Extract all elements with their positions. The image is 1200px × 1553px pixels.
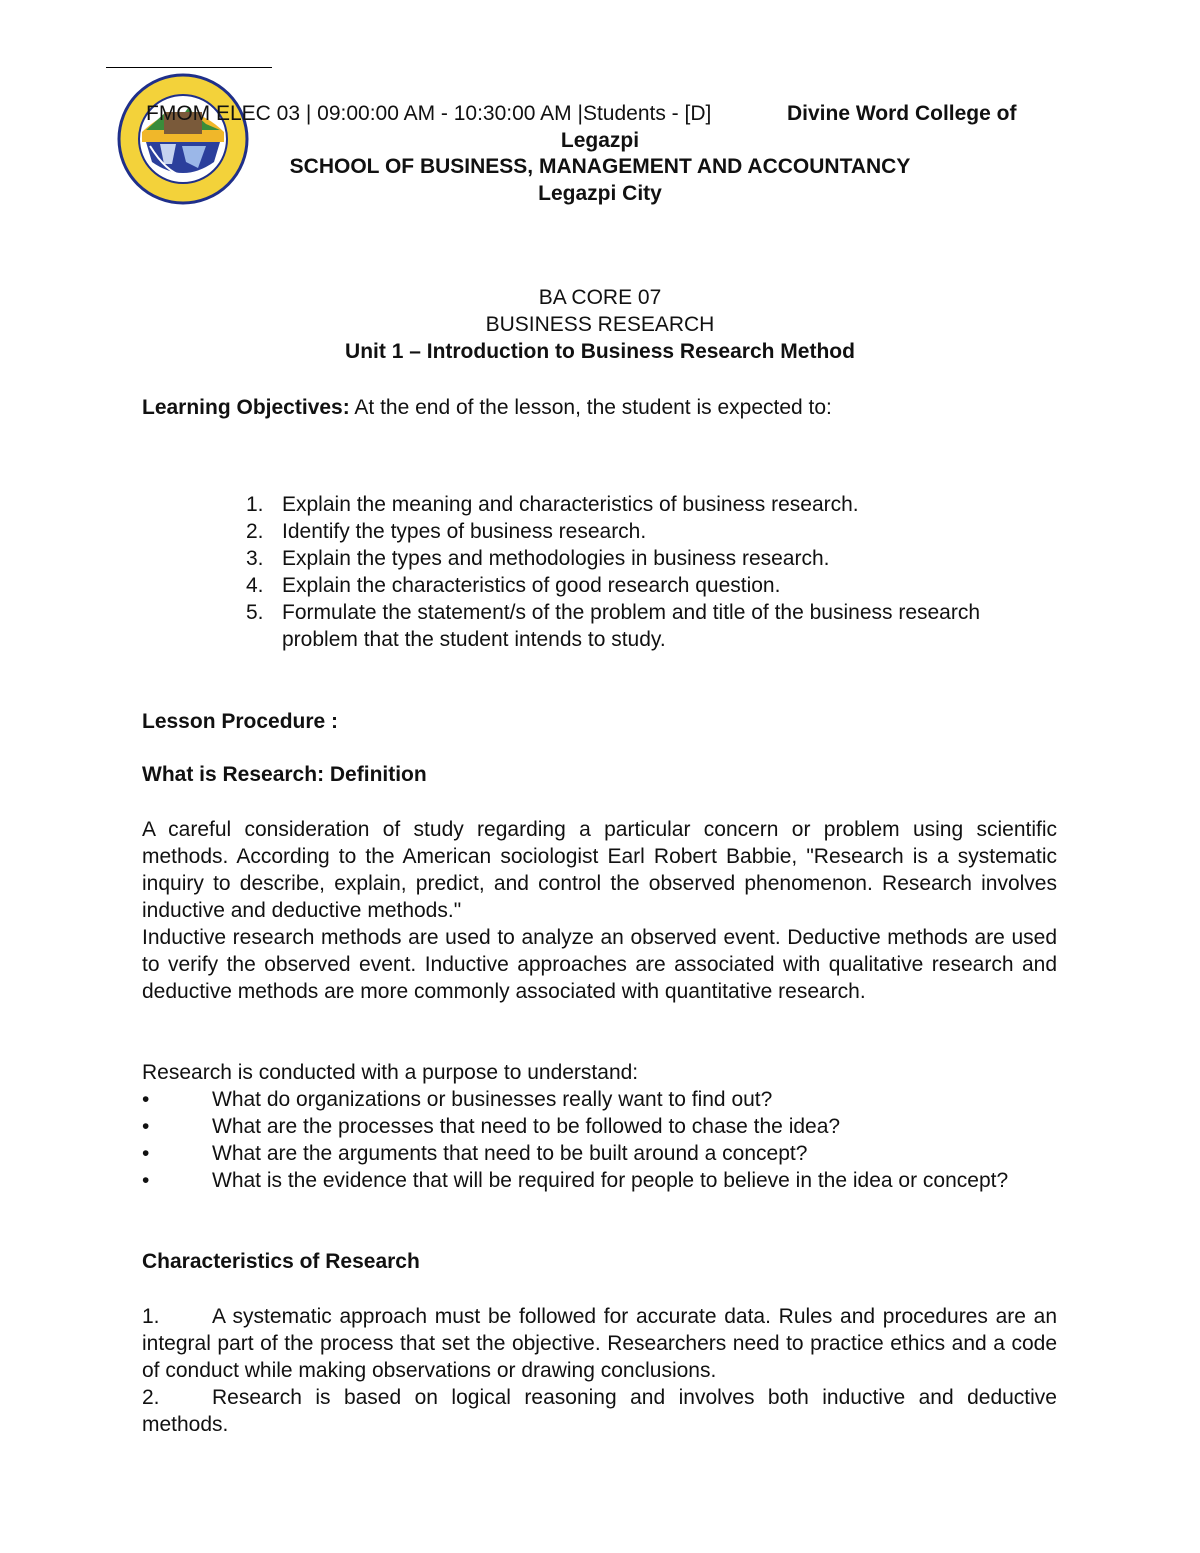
- school-name: SCHOOL OF BUSINESS, MANAGEMENT AND ACCOUNTANCY: [289, 155, 911, 178]
- list-item: 1. A systematic approach must be followed for accurate data. Rules and procedures are an integral part of the process that set the objective. Researchers need to practice ethics and a code of conduct while making observations or drawing conclusions.: [142, 1305, 1057, 1382]
- unit-title: Unit 1 – Introduction to Business Research Method: [345, 340, 855, 363]
- list-item: • What are the processes that need to be followed to chase the idea?: [142, 1115, 841, 1138]
- learning-objectives-intro: [142, 394, 1057, 421]
- list-item: 2. Identify the types of business research.: [246, 520, 647, 543]
- college-name-line2: Legazpi: [560, 129, 640, 152]
- course-schedule-line: FMOM ELEC 03 | 09:00:00 AM - 10:30:00 AM |Students - [D]: [146, 102, 712, 125]
- objectives-list: [246, 491, 986, 653]
- list-item: 5. Formulate the statement/s of the problem and title of the business research problem that the student intends to study.: [246, 601, 981, 651]
- definition-paragraph: A careful consideration of study regarding a particular concern or problem using scientific methods. According to the American sociologist Earl Robert Babbie, "Research is a systematic inquiry to describe, explain, predict, and control the observed phenomenon. Research involves inductive and deductive methods.": [142, 818, 1057, 922]
- header-rule: [106, 67, 272, 68]
- course-code: BA CORE 07: [538, 286, 662, 309]
- course-subject: BUSINESS RESEARCH: [485, 313, 715, 336]
- list-item: 1. Explain the meaning and characteristics of business research.: [246, 493, 859, 516]
- purpose-bullet-list: [142, 1086, 1057, 1194]
- city-name: Legazpi City: [538, 182, 662, 205]
- college-name-line1: Divine Word College of: [787, 102, 1017, 125]
- list-item: • What are the arguments that need to be built around a concept?: [142, 1142, 808, 1165]
- characteristics-heading: Characteristics of Research: [142, 1250, 420, 1273]
- objectives-label: Learning Objectives:: [142, 396, 350, 419]
- purpose-intro: Research is conducted with a purpose to understand:: [142, 1061, 639, 1084]
- inductive-deductive-paragraph: Inductive research methods are used to analyze an observed event. Deductive methods are used to verify the observed event. Inductive approaches are associated with qualitative research and deductive methods are more commonly associated with quantitative research.: [142, 926, 1057, 1003]
- lesson-procedure-heading: Lesson Procedure :: [142, 710, 339, 733]
- list-item: 2. Research is based on logical reasoning and involves both inductive and deductive methods.: [142, 1386, 1057, 1436]
- list-item: 4. Explain the characteristics of good research question.: [246, 574, 781, 597]
- list-item: • What do organizations or businesses really want to find out?: [142, 1088, 773, 1111]
- objectives-intro-text: At the end of the lesson, the student is expected to:: [349, 396, 832, 419]
- list-item: 3. Explain the types and methodologies in business research.: [246, 547, 830, 570]
- definition-heading: What is Research: Definition: [142, 763, 427, 786]
- list-item: • What is the evidence that will be required for people to believe in the idea or concept?: [142, 1169, 1009, 1192]
- characteristics-list: [142, 1303, 1057, 1438]
